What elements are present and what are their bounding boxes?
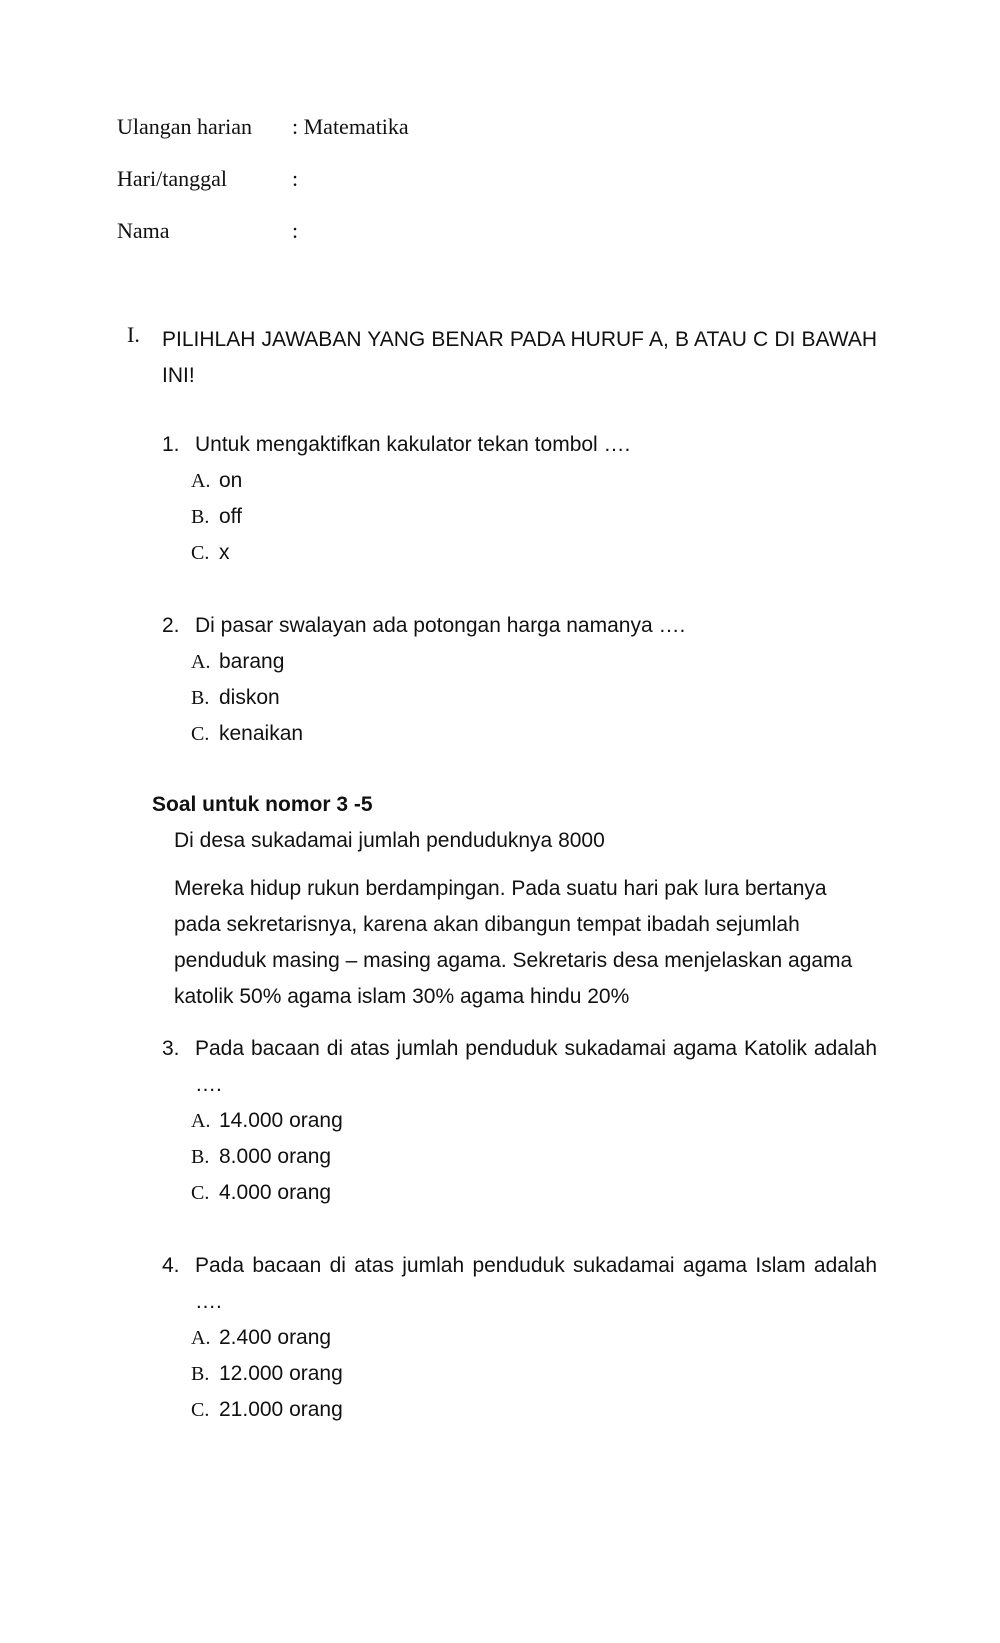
question-text: [195, 1031, 877, 1103]
option-letter: A.: [191, 1327, 211, 1349]
header-label: Hari/tanggal: [117, 166, 227, 191]
option-3a: [191, 1103, 343, 1139]
option-letter: B.: [191, 1363, 210, 1385]
option-2c: [191, 716, 303, 752]
passage-paragraph-line: katolik 50% agama islam 30% agama hindu 20%: [174, 985, 630, 1008]
option-text: 4.000 orang: [219, 1181, 332, 1204]
option-letter: B.: [191, 687, 210, 709]
option-letter: C.: [191, 1399, 210, 1421]
option-3c: [191, 1175, 331, 1211]
option-text: on: [219, 469, 243, 492]
header-row-subject: [117, 114, 409, 140]
option-text: x: [219, 541, 230, 564]
question-1: [162, 427, 877, 463]
passage-paragraph-line: pada sekretarisnya, karena akan dibangun tempat ibadah sejumlah: [174, 913, 800, 936]
option-text: 12.000 orang: [219, 1362, 343, 1385]
option-letter: A.: [191, 651, 211, 673]
option-letter: B.: [191, 506, 210, 528]
option-letter: C.: [191, 723, 210, 745]
question-text-line: Pada bacaan di atas jumlah penduduk sukadamai agama Katolik adalah: [195, 1037, 877, 1060]
passage-paragraph-line: penduduk masing – masing agama. Sekretaris desa menjelaskan agama: [174, 949, 853, 972]
section-number: I.: [127, 322, 140, 347]
option-3b: [191, 1139, 331, 1175]
question-3: [162, 1031, 877, 1103]
option-1c: [191, 535, 230, 571]
question-text-line: Pada bacaan di atas jumlah penduduk sukadamai agama Islam adalah: [195, 1254, 877, 1277]
option-text: kenaikan: [219, 722, 304, 745]
option-text: 14.000 orang: [219, 1109, 343, 1132]
option-letter: A.: [191, 470, 211, 492]
passage-paragraph-line: Mereka hidup rukun berdampingan. Pada suatu hari pak lura bertanya: [174, 877, 827, 900]
question-2: [162, 608, 877, 644]
header-label: Ulangan harian: [117, 114, 252, 139]
header-row-name: [117, 218, 298, 244]
question-number: 3.: [162, 1037, 180, 1060]
question-number: 2.: [162, 614, 180, 637]
passage-title: Soal untuk nomor 3 -5: [152, 793, 373, 816]
question-text: Untuk mengaktifkan kakulator tekan tombol ….: [195, 433, 631, 456]
question-text: [195, 1248, 877, 1320]
header-label: Nama: [117, 218, 170, 243]
option-letter: A.: [191, 1110, 211, 1132]
option-text: 21.000 orang: [219, 1398, 343, 1421]
option-4a: [191, 1320, 331, 1356]
question-text-line: ….: [195, 1073, 222, 1096]
option-4b: [191, 1356, 343, 1392]
option-letter: C.: [191, 542, 210, 564]
question-4: [162, 1248, 877, 1320]
passage-paragraph: [174, 871, 874, 1015]
question-text: Di pasar swalayan ada potongan harga namanya ….: [195, 614, 686, 637]
option-2a: [191, 644, 284, 680]
option-text: off: [219, 505, 242, 528]
header-value: :: [292, 166, 299, 191]
option-text: diskon: [219, 686, 280, 709]
option-1a: [191, 463, 242, 499]
header-value: :: [292, 218, 299, 243]
passage-line-1: Di desa sukadamai jumlah penduduknya 8000: [174, 829, 605, 852]
option-text: 8.000 orang: [219, 1145, 332, 1168]
question-text-line: ….: [195, 1290, 222, 1313]
section-instruction: PILIHLAH JAWABAN YANG BENAR PADA HURUF A, B ATAU C DI BAWAH INI!: [162, 328, 877, 387]
option-1b: [191, 499, 242, 535]
option-text: 2.400 orang: [219, 1326, 332, 1349]
question-number: 1.: [162, 433, 180, 456]
header-value: : Matematika: [292, 114, 409, 139]
question-number: 4.: [162, 1254, 180, 1277]
option-text: barang: [219, 650, 285, 673]
option-letter: C.: [191, 1182, 210, 1204]
option-4c: [191, 1392, 343, 1428]
option-letter: B.: [191, 1146, 210, 1168]
header-row-date: [117, 166, 298, 192]
option-2b: [191, 680, 280, 716]
